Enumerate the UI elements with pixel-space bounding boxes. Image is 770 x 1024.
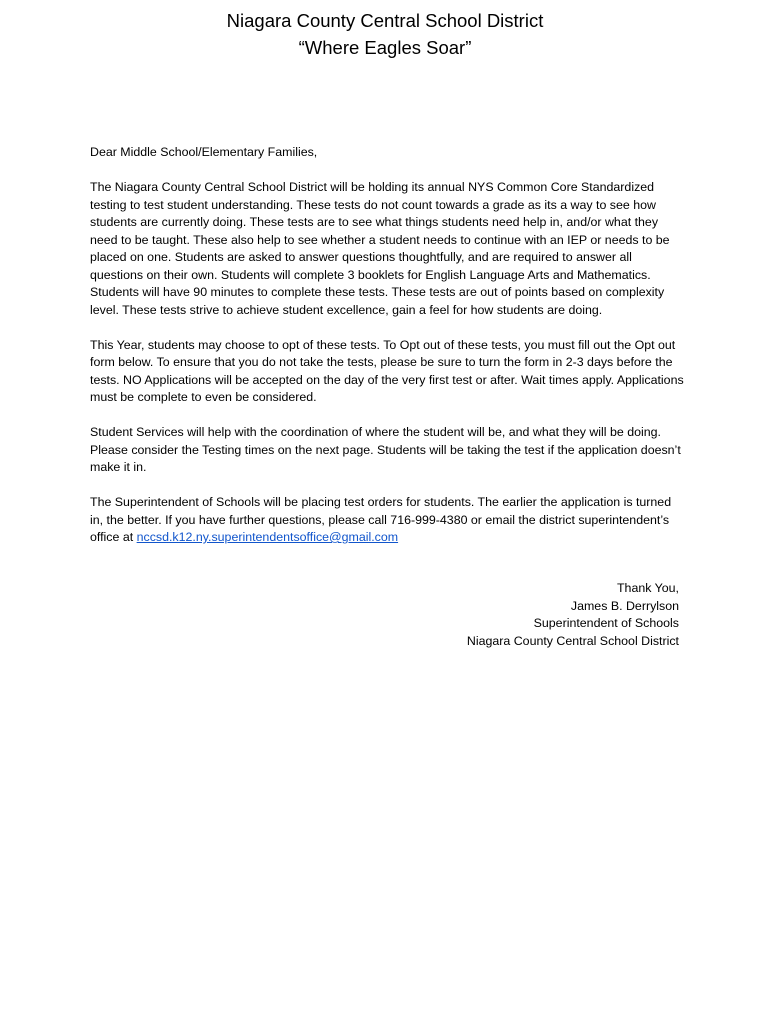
paragraph-testing-info: The Niagara County Central School District will be holding its annual NYS Common Core Standardized testing to test student understanding. These tests do not count towards a grade as its a way to see how students are currently doing. These tests are to see what things students need help in, and/or what they need to be taught. These also help to see whether a student needs to continue with an IEP or needs to be placed on one. Students are asked to answer questions thoughtfully, and are required to answer all questions on their own. Students will complete 3 booklets for English Language Arts and Mathematics. Students will have 90 minutes to complete these tests. These tests are out of points based on complexity level. These tests strive to achieve student excellence, gain a feel for how students are doing. xyxy=(90,180,670,317)
email-link[interactable]: nccsd.k12.ny.superintendentsoffice@gmail.com xyxy=(136,530,399,544)
letterhead xyxy=(0,7,770,61)
letter-body xyxy=(90,144,686,564)
paragraph-superintendent-text: The Superintendent of Schools will be placing test orders for students. The earlier the application is turned in, the better. If you have further questions, please call 716-999-4380 or email the district superintendent’s office at xyxy=(90,495,672,544)
signer-organization: Niagara County Central School District xyxy=(466,633,679,648)
signature-block xyxy=(467,580,679,650)
salutation: Dear Middle School/Elementary Families, xyxy=(90,145,318,159)
paragraph-student-services: Student Services will help with the coordination of where the student will be, and what they will be doing. Please consider the Testing times on the next page. Students will be taking the test if the application doesn’t make it in. xyxy=(90,425,681,474)
closing: Thank You, xyxy=(616,581,679,595)
signer-name: James B. Derrylson xyxy=(570,598,679,613)
paragraph-superintendent xyxy=(90,494,686,547)
district-title: Niagara County Central School District xyxy=(226,10,544,31)
signer-title: Superintendent of Schools xyxy=(533,616,679,630)
district-motto: “Where Eagles Soar” xyxy=(298,37,472,58)
paragraph-opt-out: This Year, students may choose to opt of these tests. To Opt out of these tests, you must fill out the Opt out form below. To ensure that you do not take the tests, please be sure to turn the form in 2-3 days before the tests. NO Applications will be accepted on the day of the very first test or after. Wait times apply. Applications must be complete to even be considered. xyxy=(90,337,684,404)
